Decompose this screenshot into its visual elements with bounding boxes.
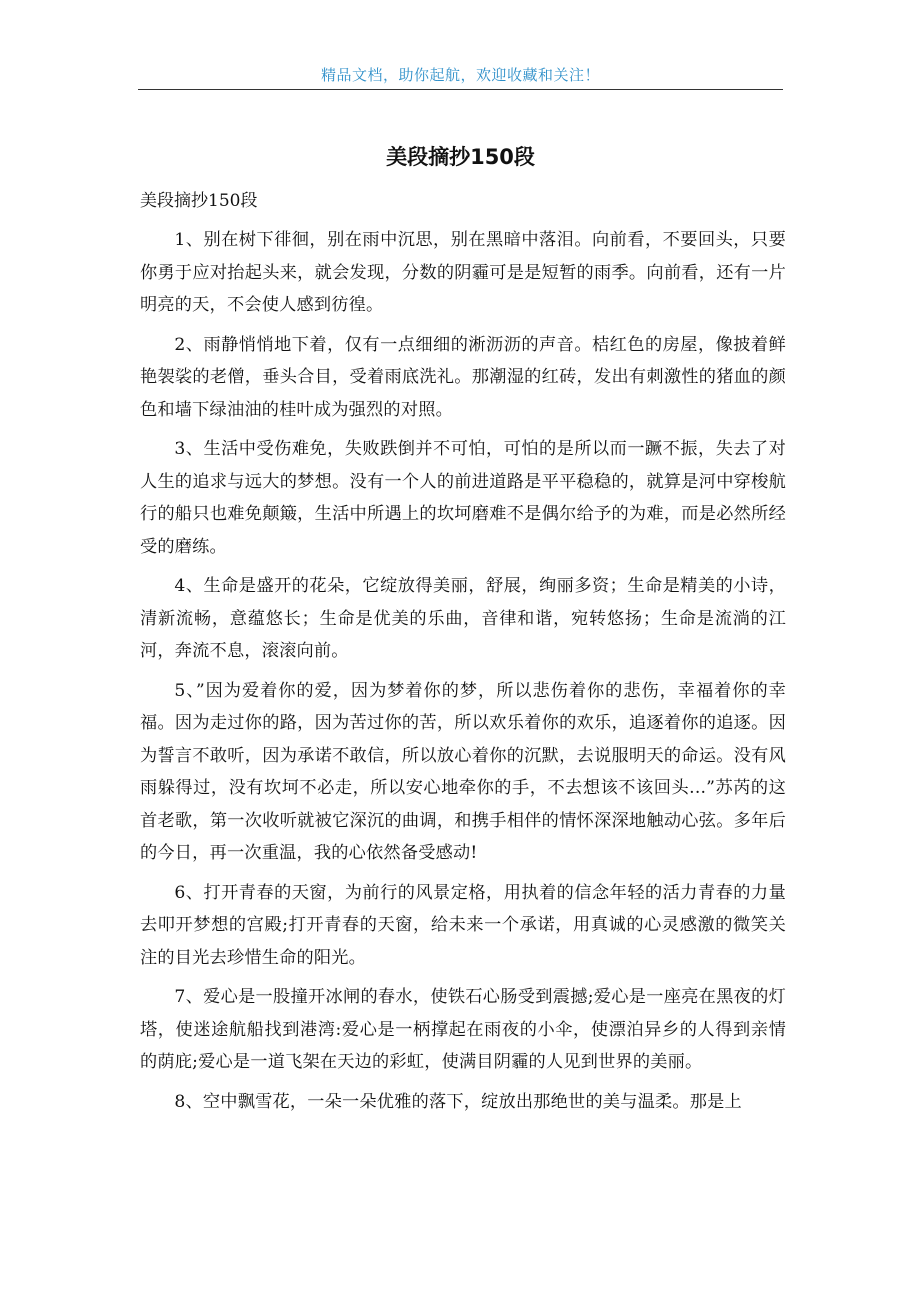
document-subtitle: 美段摘抄150段	[140, 191, 258, 211]
header-divider	[138, 89, 783, 90]
paragraph-5: 5、”因为爱着你的爱，因为梦着你的梦，所以悲伤着你的悲伤，幸福着你的幸福。因为走过你的路，因为苦过你的苦，所以欢乐着你的欢乐，追逐着你的追逐。因为誓言不敢听，因为承诺不敢信，所以放心着你的沉默，去说服明天的命运。没有风雨躲得过，没有坎坷不必走，所以安心地牵你的手，不去想该不该回头...”苏芮的这首老歌，第一次收听就被它深沉的曲调，和携手相伴的情怀深深地触动心弦。多年后的今日，再一次重温，我的心依然备受感动!	[140, 680, 786, 863]
document-title: 美段摘抄150段	[386, 145, 535, 169]
paragraph-1: 1、别在树下徘徊，别在雨中沉思，别在黑暗中落泪。向前看，不要回头，只要你勇于应对抬起头来，就会发现，分数的阴霾可是是短暂的雨季。向前看，还有一片明亮的天，不会使人感到彷徨。	[140, 230, 786, 315]
paragraph-2: 2、雨静悄悄地下着，仅有一点细细的淅沥沥的声音。桔红色的房屋，像披着鲜艳袈裟的老僧，垂头合目，受着雨底洗礼。那潮湿的红砖，发出有刺激性的猪血的颜色和墙下绿油油的桂叶成为强烈的对照。	[140, 334, 786, 420]
page-header: 精品文档，助你起航，欢迎收藏和关注！	[320, 66, 600, 84]
paragraph-7: 7、爱心是一股撞开冰闸的春水，使铁石心肠受到震撼;爱心是一座亮在黑夜的灯塔，使迷途航船找到港湾:爱心是一柄撑起在雨夜的小伞，使漂泊异乡的人得到亲情的荫庇;爱心是一道飞架在天边的彩虹，使满目阴霾的人见到世界的美丽。	[140, 987, 786, 1072]
document-body	[140, 224, 786, 1125]
paragraph-6: 6、打开青春的天窗，为前行的风景定格，用执着的信念年轻的活力青春的力量去叩开梦想的宫殿;打开青春的天窗，给未来一个承诺，用真诚的心灵感激的微笑关注的目光去珍惜生命的阳光。	[140, 882, 786, 968]
paragraph-4: 4、生命是盛开的花朵，它绽放得美丽，舒展，绚丽多资；生命是精美的小诗，清新流畅，意蕴悠长；生命是优美的乐曲，音律和谐，宛转悠扬；生命是流淌的江河，奔流不息，滚滚向前。	[140, 576, 786, 661]
paragraph-8: 8、空中飘雪花，一朵一朵优雅的落下，绽放出那绝世的美与温柔。那是上	[174, 1091, 742, 1112]
paragraph-3: 3、生活中受伤难免，失败跌倒并不可怕，可怕的是所以而一蹶不振，失去了对人生的追求与远大的梦想。没有一个人的前进道路是平平稳稳的，就算是河中穿梭航行的船只也难免颠簸，生活中所遇上的坎坷磨难不是偶尔给予的为难，而是必然所经受的磨练。	[140, 439, 786, 557]
